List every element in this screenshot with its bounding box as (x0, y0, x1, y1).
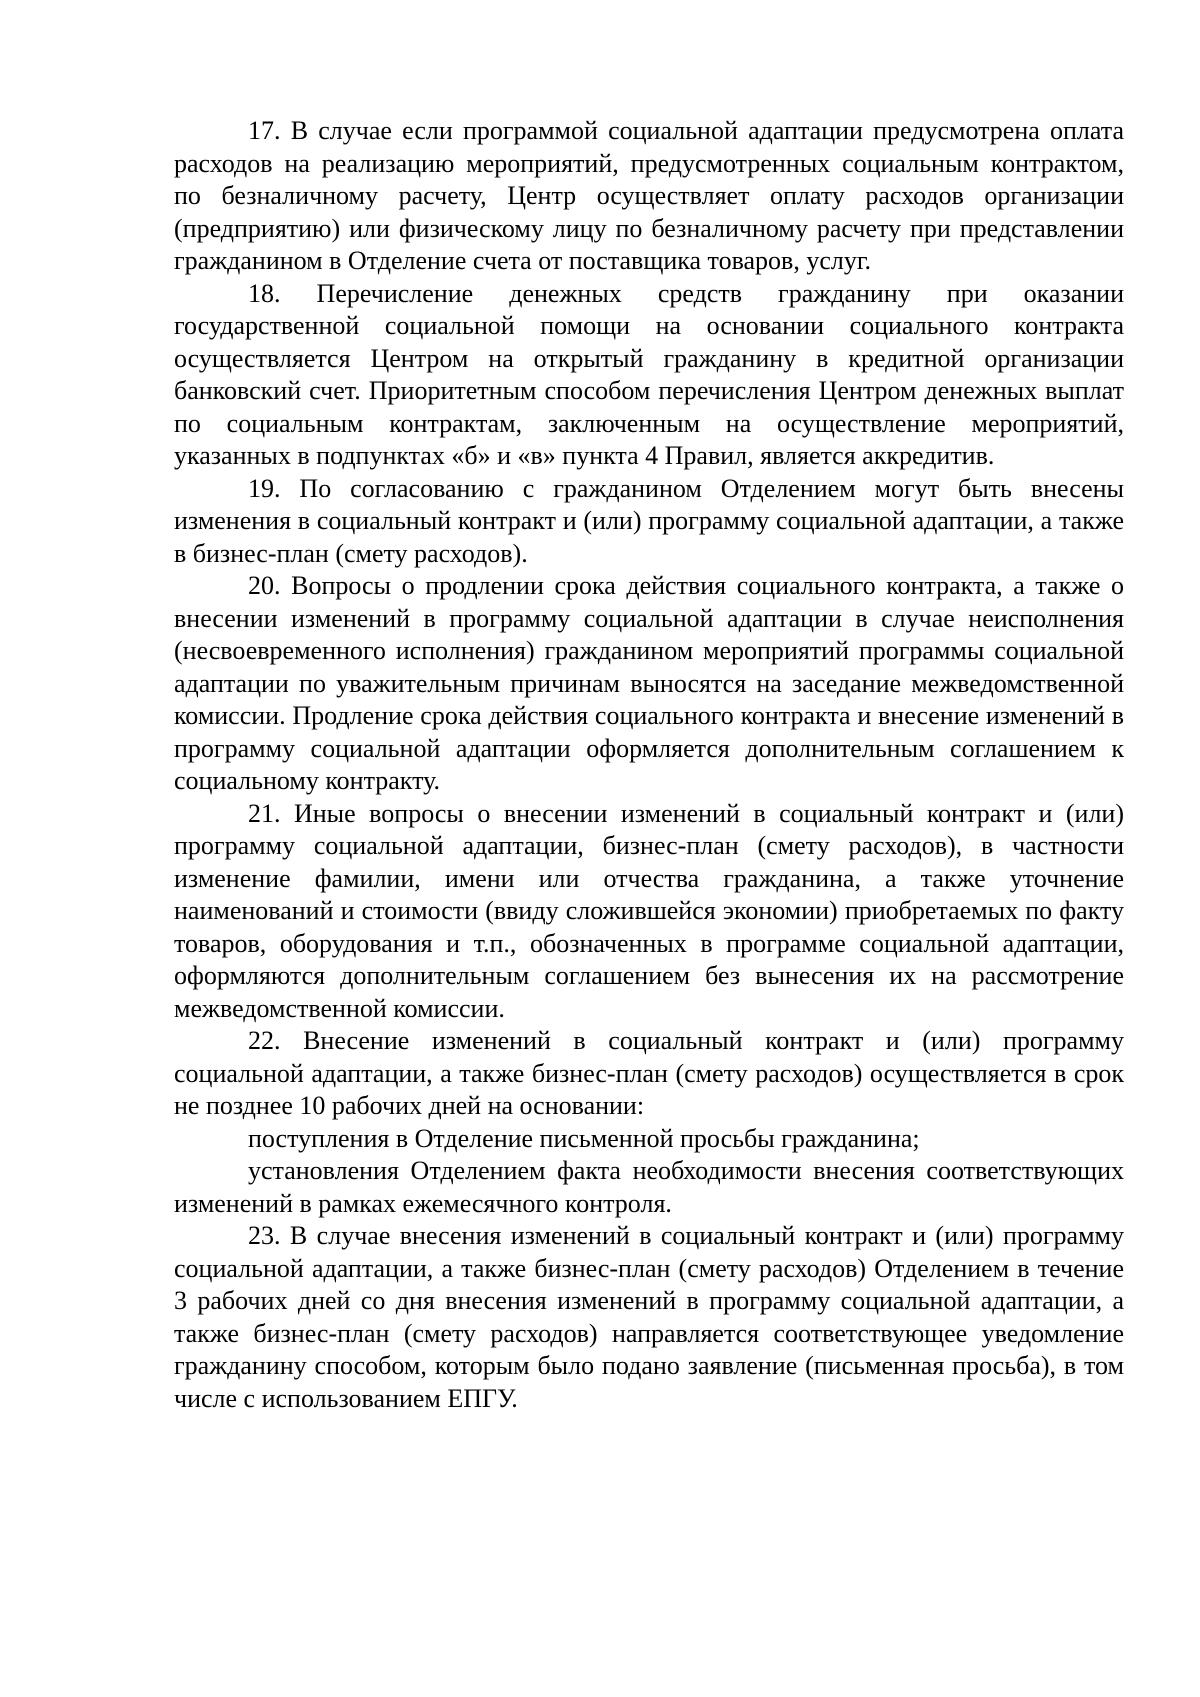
paragraph-23: 23. В случае внесения изменений в социальный контракт и (или) программу социальной адаптации, а также бизнес-план (смету расходов) Отделением в течение 3 рабочих дней со дня внесения изменений в программу социальной адаптации, а также бизнес-план (смету расходов) направляется соответствующее уведомление гражданину способом, которым было подано заявление (письменная просьба), в том числе с использованием ЕПГУ. (174, 1221, 1124, 1413)
paragraph-22-item-2: установления Отделением факта необходимости внесения соответствующих изменений в рамках ежемесячного контроля. (174, 1156, 1124, 1218)
paragraph-17: 17. В случае если программой социальной адаптации предусмотрена оплата расходов на реализацию мероприятий, предусмотренных социальным контрактом, по безналичному расчету, Центр осуществляет оплату расходов организации (предприятию) или физическому лицу по безналичному расчету при представлении гражданином в Отделение счета от поставщика товаров, услуг. (174, 116, 1124, 275)
paragraph-22: 22. Внесение изменений в социальный контракт и (или) программу социальной адаптации, а также бизнес-план (смету расходов) осуществляется в срок не позднее 10 рабочих дней на основании: (174, 1026, 1124, 1120)
document-body (174, 115, 1124, 1415)
paragraph-18: 18. Перечисление денежных средств гражданину при оказании государственной социальной помощи на основании социального контракта осуществляется Центром на открытый гражданину в кредитной организации банковский счет. Приоритетным способом перечисления Центром денежных выплат по социальным контрактам, заключенным на осуществление мероприятий, указанных в подпунктах «б» и «в» пункта 4 Правил, является аккредитив. (174, 278, 1124, 470)
paragraph-21: 21. Иные вопросы о внесении изменений в социальный контракт и (или) программу социальной адаптации, бизнес-план (смету расходов), в частности изменение фамилии, имени или отчества гражданина, а также уточнение наименований и стоимости (ввиду сложившейся экономии) приобретаемых по факту товаров, оборудования и т.п., обозначенных в программе социальной адаптации, оформляются дополнительным соглашением без вынесения их на рассмотрение межведомственной комиссии. (174, 798, 1124, 1023)
paragraph-20: 20. Вопросы о продлении срока действия социального контракта, а также о внесении изменений в программу социальной адаптации в случае неисполнения (несвоевременного исполнения) гражданином мероприятий программы социальной адаптации по уважительным причинам выносятся на заседание межведомственной комиссии. Продление срока действия социального контракта и внесение изменений в программу социальной адаптации оформляется дополнительным соглашением к социальному контракту. (174, 571, 1124, 795)
paragraph-19: 19. По согласованию с гражданином Отделением могут быть внесены изменения в социальный контракт и (или) программу социальной адаптации, а также в бизнес-план (смету расходов). (174, 473, 1124, 568)
paragraph-22-item-1: поступления в Отделение письменной просьбы гражданина; (248, 1123, 920, 1153)
